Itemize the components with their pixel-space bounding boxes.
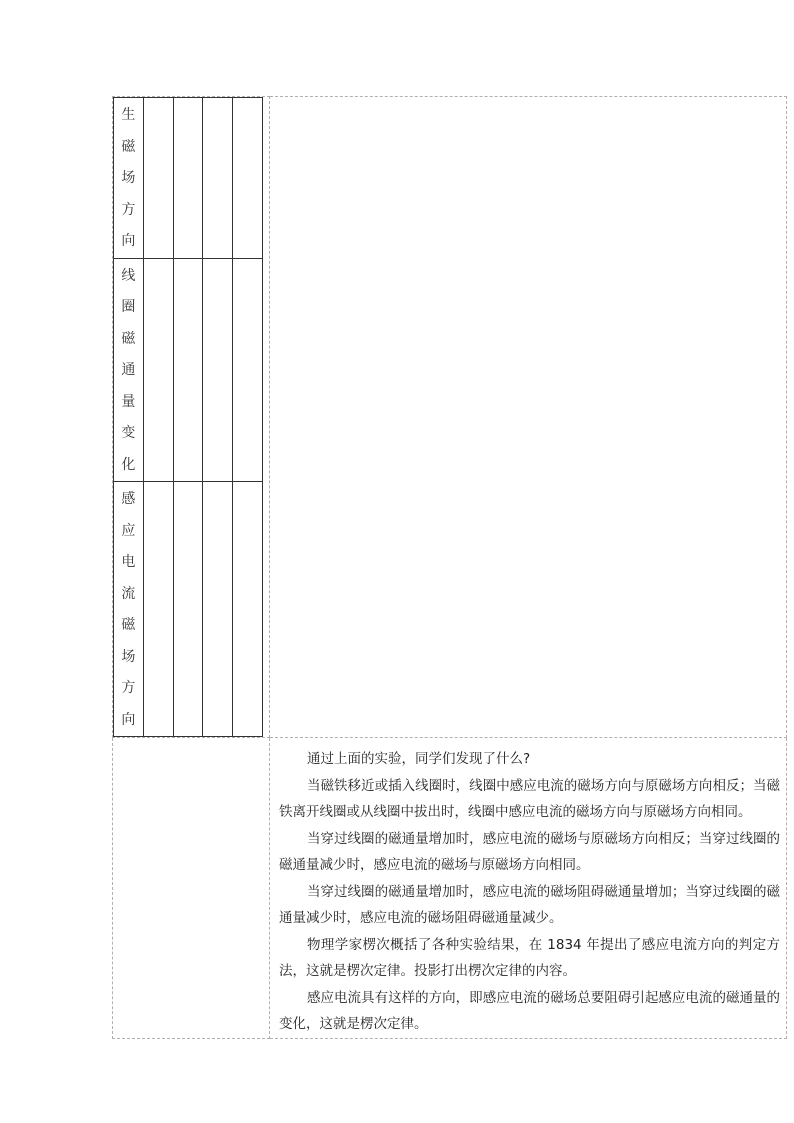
experiment-table [113,97,263,737]
row-label-cell [114,258,144,482]
table-cell [143,482,173,737]
row-label-cell [114,482,144,737]
layout-row-bottom [113,738,787,1039]
layout-table [112,96,787,1039]
table-cell [233,482,263,737]
paragraph: 感应电流具有这样的方向，即感应电流的磁场总要阻碍引起感应电流的磁通量的变化，这就是楞次定律。 [279,989,780,1032]
table-cell [203,482,233,737]
right-cell-top [270,97,787,738]
table-cell [203,98,233,259]
table-cell [143,98,173,259]
right-cell-bottom [270,738,787,1039]
row-label-cell [114,98,144,259]
row-label: 感 应 电 流 磁 场 方 向 [121,491,136,728]
layout-row-top [113,97,787,738]
table-cell [233,98,263,259]
left-cell-top [113,97,270,738]
left-cell-bottom [113,738,270,1039]
table-row [114,258,263,482]
table-row [114,98,263,259]
table-cell [173,258,203,482]
table-cell [173,482,203,737]
table-cell [203,258,233,482]
table-cell [173,98,203,259]
paragraph: 通过上面的实验，同学们发现了什么? [307,751,531,767]
explanation-text [270,738,786,1038]
paragraph: 当穿过线圈的磁通量增加时，感应电流的磁场阻碍磁通量增加；当穿过线圈的磁通量减少时，感应电流的磁场阻碍磁通量减少。 [279,883,780,926]
table-cell [143,258,173,482]
row-label: 生 磁 场 方 向 [121,107,136,249]
paragraph: 当磁铁移近或插入线圈时，线圈中感应电流的磁场方向与原磁场方向相反；当磁铁离开线圈或从线圈中拔出时，线圈中感应电流的磁场方向与原磁场方向相同。 [279,777,780,820]
table-row [114,482,263,737]
paragraph: 当穿过线圈的磁通量增加时，感应电流的磁场与原磁场方向相反；当穿过线圈的磁通量减少时，感应电流的磁场与原磁场方向相同。 [279,830,780,873]
row-label: 线 圈 磁 通 量 变 化 [121,267,136,473]
table-cell [233,258,263,482]
paragraph: 物理学家楞次概括了各种实验结果，在 1834 年提出了感应电流方向的判定方法，这就是楞次定律。投影打出楞次定律的内容。 [279,936,780,979]
